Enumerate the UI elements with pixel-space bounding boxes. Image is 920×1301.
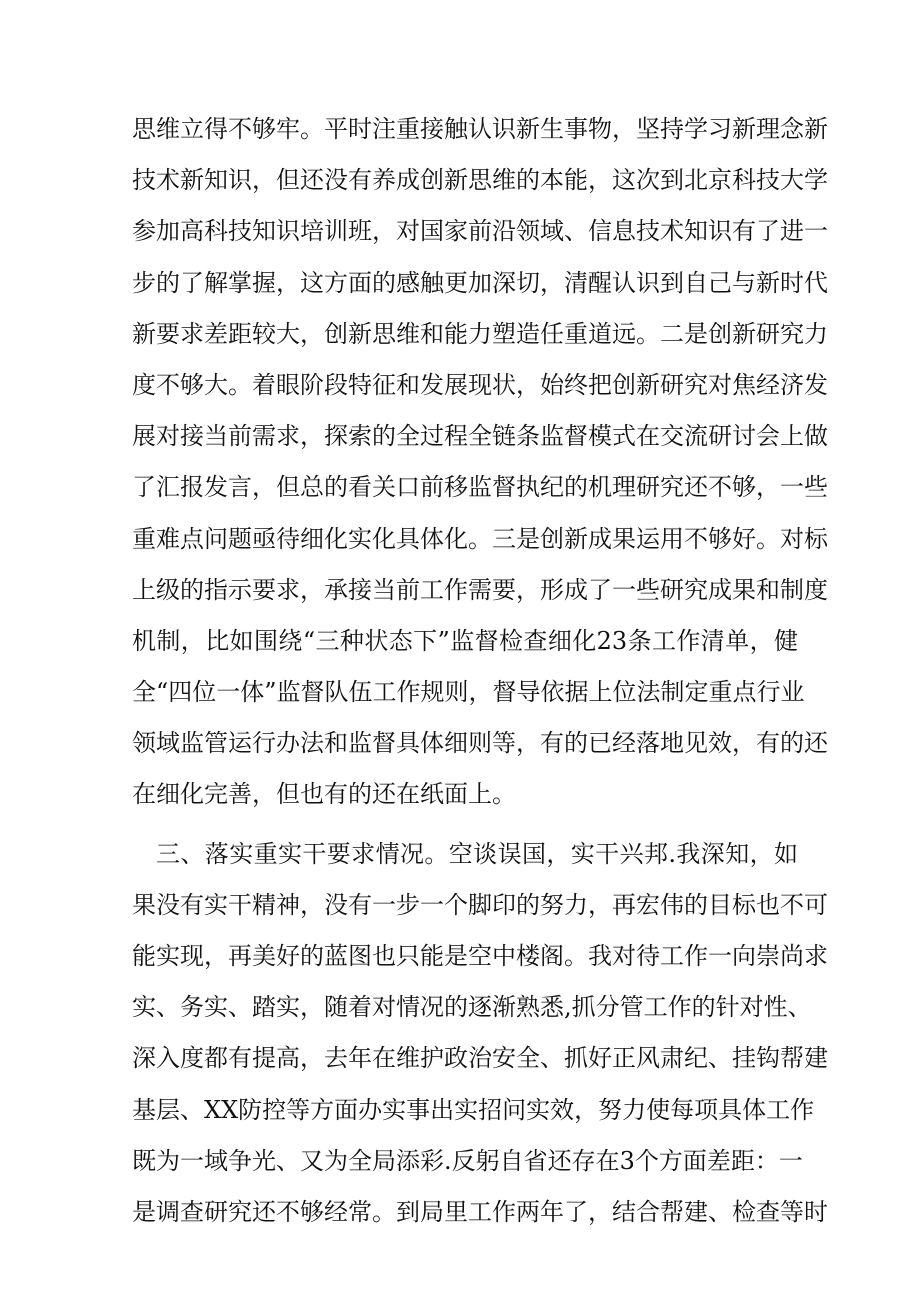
text-line: 参加高科技知识培训班，对国家前沿领域、信息技术知识有了进一 xyxy=(132,217,828,246)
paragraph-innovation xyxy=(132,104,828,821)
text-line: 基层、XX防控等方面办实事出实招问实效，努力使每项具体工作 xyxy=(132,1095,815,1124)
text-line: 思维立得不够牢。平时注重接触认识新生事物，坚持学习新理念新 xyxy=(132,115,828,143)
paragraph-gap xyxy=(132,821,798,829)
text-line: 重难点问题亟待细化实化具体化。三是创新成果运用不够好。对标 xyxy=(132,524,828,553)
text-line: 技术新知识，但还没有养成创新思维的本能，这次到北京科技大学 xyxy=(132,166,828,195)
text-line: 新要求差距较大，创新思维和能力塑造任重道远。二是创新研究力 xyxy=(132,319,828,348)
document-body xyxy=(132,104,828,1238)
text-line: 实、务实、踏实，随着对情况的逐渐熟悉,抓分管工作的针对性、 xyxy=(132,993,812,1022)
text-line: 了汇报发言，但总的看关口前移监督执纪的机理研究还不够，一些 xyxy=(132,473,828,502)
text-line: 是调查研究还不够经常。到局里工作两年了，结合帮建、检查等时 xyxy=(132,1197,828,1226)
text-line: 能实现，再美好的蓝图也只能是空中楼阁。我对待工作一向崇尚求 xyxy=(132,942,828,970)
text-line: 在细化完善，但也有的还在纸面上。 xyxy=(132,780,516,809)
text-line: 全“四位一体”监督队伍工作规则，督导依据上位法制定重点行业 xyxy=(132,678,805,707)
text-line: 上级的指示要求，承接当前工作需要，形成了一些研究成果和制度 xyxy=(132,575,828,604)
text-line: 展对接当前需求，探索的全过程全链条监督模式在交流研讨会上做 xyxy=(132,422,828,451)
text-line: 领域监管运行办法和监督具体细则等，有的已经落地见效，有的还 xyxy=(132,729,828,758)
text-line: 步的了解掌握，这方面的感触更加深切，清醒认识到自己与新时代 xyxy=(132,268,828,297)
text-line: 三、落实重实干要求情况。空谈误国，实干兴邦.我深知，如 xyxy=(156,839,798,868)
paragraph-practical-work xyxy=(132,829,828,1239)
text-line: 既为一域争光、又为全局添彩.反躬自省还存在3个方面差距：一 xyxy=(132,1146,803,1175)
text-line: 机制，比如围绕“三种状态下”监督检查细化23条工作清单，健 xyxy=(132,626,798,655)
text-line: 深入度都有提高，去年在维护政治安全、抓好正风肃纪、挂钩帮建 xyxy=(132,1044,828,1073)
text-line: 果没有实干精神，没有一步一个脚印的努力，再宏伟的目标也不可 xyxy=(132,890,828,919)
text-line: 度不够大。着眼阶段特征和发展现状，始终把创新研究对焦经济发 xyxy=(132,370,828,399)
